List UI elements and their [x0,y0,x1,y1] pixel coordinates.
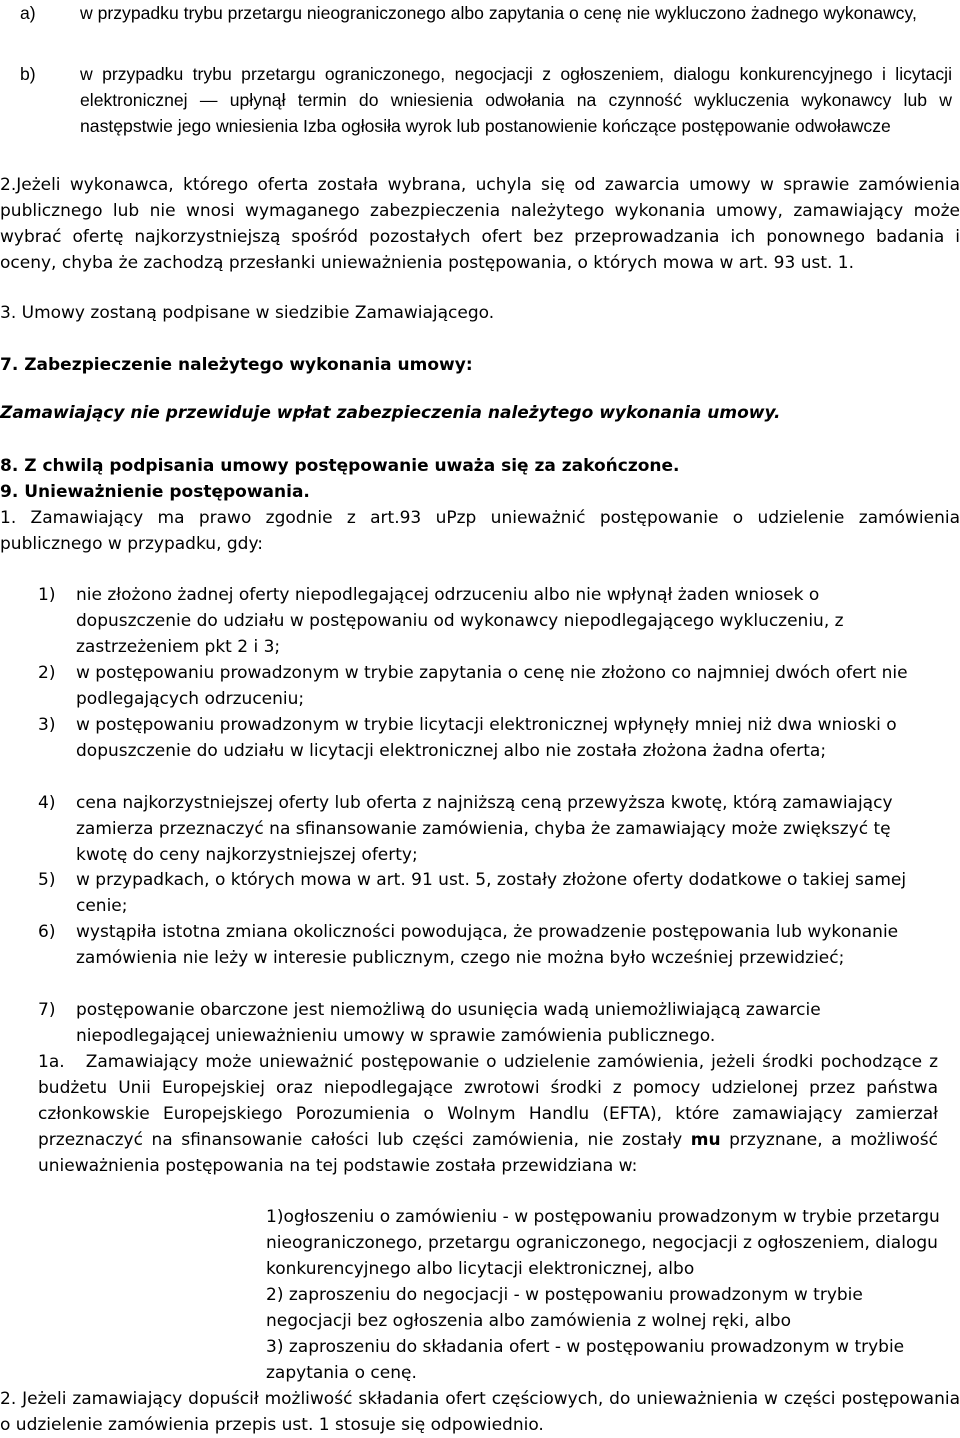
sub-item-3: 3) zaproszeniu do składania ofert - w postępowaniu prowadzonym w trybie zapytania o cenę. [266,1337,905,1383]
condition-2: w postępowaniu prowadzonym w trybie zapytania o cenę nie złożono co najmniej dwóch ofert nie podlegających odrzuceniu; [76,663,908,709]
list-item-b: w przypadku trybu przetargu ograniczonego, negocjacji z ogłoszeniem, dialogu konkurencyjnego i licytacji elektronicznej — upłynął termin do wniesienia odwołania na czynność wykluczenia wykonawcy lub w następstwie jego wniesienia Izba ogłosiła wyrok lub postanowienie kończące postępowanie odwoławcze [80,64,952,136]
condition-label-1: 1) [38,585,56,605]
condition-1: nie złożono żadnej oferty niepodlegającej odrzuceniu albo nie wpłynął żaden wniosek o dopuszczenie do udziału w postępowaniu od wykonawcy niepodlegającego wykluczeniu, z zastrzeżeniem pkt 2 i 3; [76,585,844,657]
condition-label-6: 6) [38,922,56,942]
condition-label-2: 2) [38,663,56,683]
heading-9: 9. Unieważnienie postępowania. [0,482,310,502]
condition-4: cena najkorzystniejszej oferty lub oferta z najniższą ceną przewyższa kwotę, którą zamawiający zamierza przeznaczyć na sfinansowanie zamówienia, chyba że zamawiający może zwiększyć tę kwotę do ceny najkorzystniejszej oferty; [76,793,893,865]
paragraph-1a [38,1049,938,1179]
sub-item-1: 1)ogłoszeniu o zamówieniu - w postępowaniu prowadzonym w trybie przetargu nieograniczonego, przetargu ograniczonego, negocjacji z ogłoszeniem, dialogu konkurencyjnego albo licytacji elektronicznej, albo [266,1207,940,1279]
heading-7: 7. Zabezpieczenie należytego wykonania umowy: [0,355,473,375]
condition-7: postępowanie obarczone jest niemożliwą do usunięcia wadą uniemożliwiającą zawarcie niepodlegającej unieważnieniu umowy w sprawie zamówienia publicznego. [76,1000,821,1046]
list-item-a: w przypadku trybu przetargu nieograniczonego albo zapytania o cenę nie wykluczono żadnego wykonawcy, [80,3,917,23]
paragraph-1a-label: 1a. [38,1052,65,1072]
condition-label-5: 5) [38,870,56,890]
list-label-a: a) [20,3,36,23]
sub-item-2: 2) zaproszeniu do negocjacji - w postępowaniu prowadzonym w trybie negocjacji bez ogłoszenia albo zamówienia z wolnej ręki, albo [266,1285,863,1331]
condition-5: w przypadkach, o których mowa w art. 91 ust. 5, zostały złożone oferty dodatkowe o takiej samej cenie; [76,870,907,916]
paragraph-1a-text-a: Zamawiający może unieważnić postępowanie o udzielenie zamówienia, jeżeli środki pochodzące z budżetu Unii Europejskiej oraz niepodlegające zwrotowi środki z pomocy udzielonej przez państwa członkowskie Europejskiego Porozumienia o Wolnym Handlu (EFTA), które zamawiający zamierzał przeznaczyć na sfinansowanie całości lub części zamówienia, nie zostały [38,1052,938,1150]
note-7: Zamawiający nie przewiduje wpłat zabezpieczenia należytego wykonania umowy. [0,403,781,423]
condition-6: wystąpiła istotna zmiana okoliczności powodująca, że prowadzenie postępowania lub wykonanie zamówienia nie leży w interesie publicznym, czego nie można było wcześniej przewidzieć; [76,922,899,968]
condition-label-4: 4) [38,793,56,813]
condition-label-3: 3) [38,715,56,735]
paragraph-9-1: 1. Zamawiający ma prawo zgodnie z art.93 uPzp unieważnić postępowanie o udzielenie zamówienia publicznego w przypadku, gdy: [0,508,960,554]
condition-label-7: 7) [38,1000,56,1020]
paragraph-3: 3. Umowy zostaną podpisane w siedzibie Zamawiającego. [0,303,495,323]
condition-3: w postępowaniu prowadzonym w trybie licytacji elektronicznej wpłynęły mniej niż dwa wnioski o dopuszczenie do udziału w licytacji elektronicznej albo nie została złożona żadna oferta; [76,715,897,761]
list-label-b: b) [20,64,36,84]
paragraph-1a-text-b: przyznane, a możliwość unieważnienia postępowania na tej podstawie została przewidziana w: [38,1130,938,1176]
paragraph-2-final: 2. Jeżeli zamawiający dopuścił możliwość składania ofert częściowych, do unieważnienia w części postępowania o udzielenie zamówienia przepis ust. 1 stosuje się odpowiednio. [0,1389,960,1435]
paragraph-2: 2.Jeżeli wykonawca, którego oferta została wybrana, uchyla się od zawarcia umowy w sprawie zamówienia publicznego lub nie wnosi wymaganego zabezpieczenia należytego wykonania umowy, zamawiający może wybrać ofertę najkorzystniejszą spośród pozostałych ofert bez przeprowadzania ich ponownego badania i oceny, chyba że zachodzą przesłanki unieważnienia postępowania, o których mowa w art. 93 ust. 1. [0,175,960,273]
paragraph-1a-bold-word: mu [690,1130,721,1150]
heading-8: 8. Z chwilą podpisania umowy postępowanie uważa się za zakończone. [0,456,680,476]
